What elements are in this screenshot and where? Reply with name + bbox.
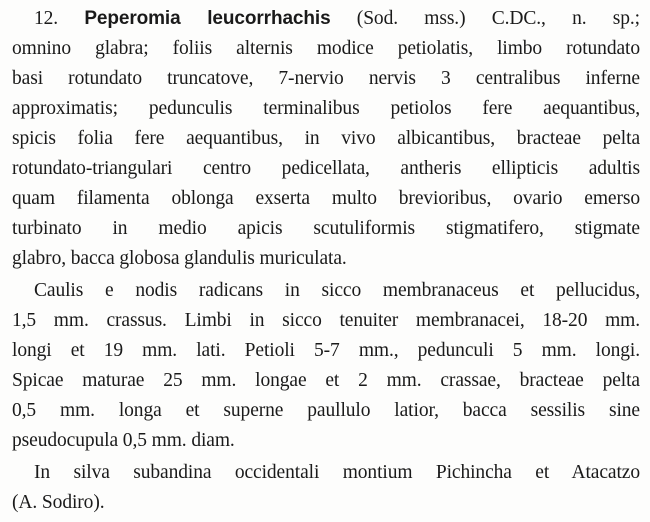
entry-number: 12. (34, 8, 59, 29)
entry-heading-line (12, 4, 640, 34)
species-authority: (Sod. mss.) C.DC., n. sp.; (356, 8, 640, 29)
diagnosis-line: quam filamenta oblonga exserta multo brevioribus, ovario emerso (12, 188, 640, 209)
habitat-line: In silva subandina occidentali montium Pichincha et Atacatzo (34, 462, 640, 483)
diagnosis-line: basi rotundato truncatove, 7-nervio nervis 3 centralibus inferne (12, 68, 640, 89)
species-name: Peperomia leucorrhachis (84, 8, 331, 29)
description-line: 0,5 mm. longa et superne paullulo latior, bacca sessilis sine (12, 400, 640, 421)
diagnosis-line: turbinato in medio apicis scutuliformis stigmatifero, stigmate (12, 218, 640, 239)
habitat-line: (A. Sodiro). (12, 492, 105, 513)
description-line: pseudocupula 0,5 mm. diam. (12, 430, 235, 451)
description-line: Spicae maturae 25 mm. longae et 2 mm. crassae, bracteae pelta (12, 370, 640, 391)
diagnosis-line: glabro, bacca globosa glandulis muriculata. (12, 248, 347, 269)
description-line: longi et 19 mm. lati. Petioli 5-7 mm., pedunculi 5 mm. longi. (12, 340, 640, 361)
description-line: 1,5 mm. crassus. Limbi in sicco tenuiter membranacei, 18-20 mm. (12, 310, 640, 331)
diagnosis-line: spicis folia fere aequantibus, in vivo albicantibus, bracteae pelta (12, 128, 640, 149)
diagnosis-line: approximatis; pedunculis terminalibus petiolos fere aequantibus, (12, 98, 640, 119)
diagnosis-line: rotundato-triangulari centro pedicellata, antheris ellipticis adultis (12, 158, 640, 179)
diagnosis-line: omnino glabra; foliis alternis modice petiolatis, limbo rotundato (12, 38, 640, 59)
description-line: Caulis e nodis radicans in sicco membranaceus et pellucidus, (34, 280, 640, 301)
